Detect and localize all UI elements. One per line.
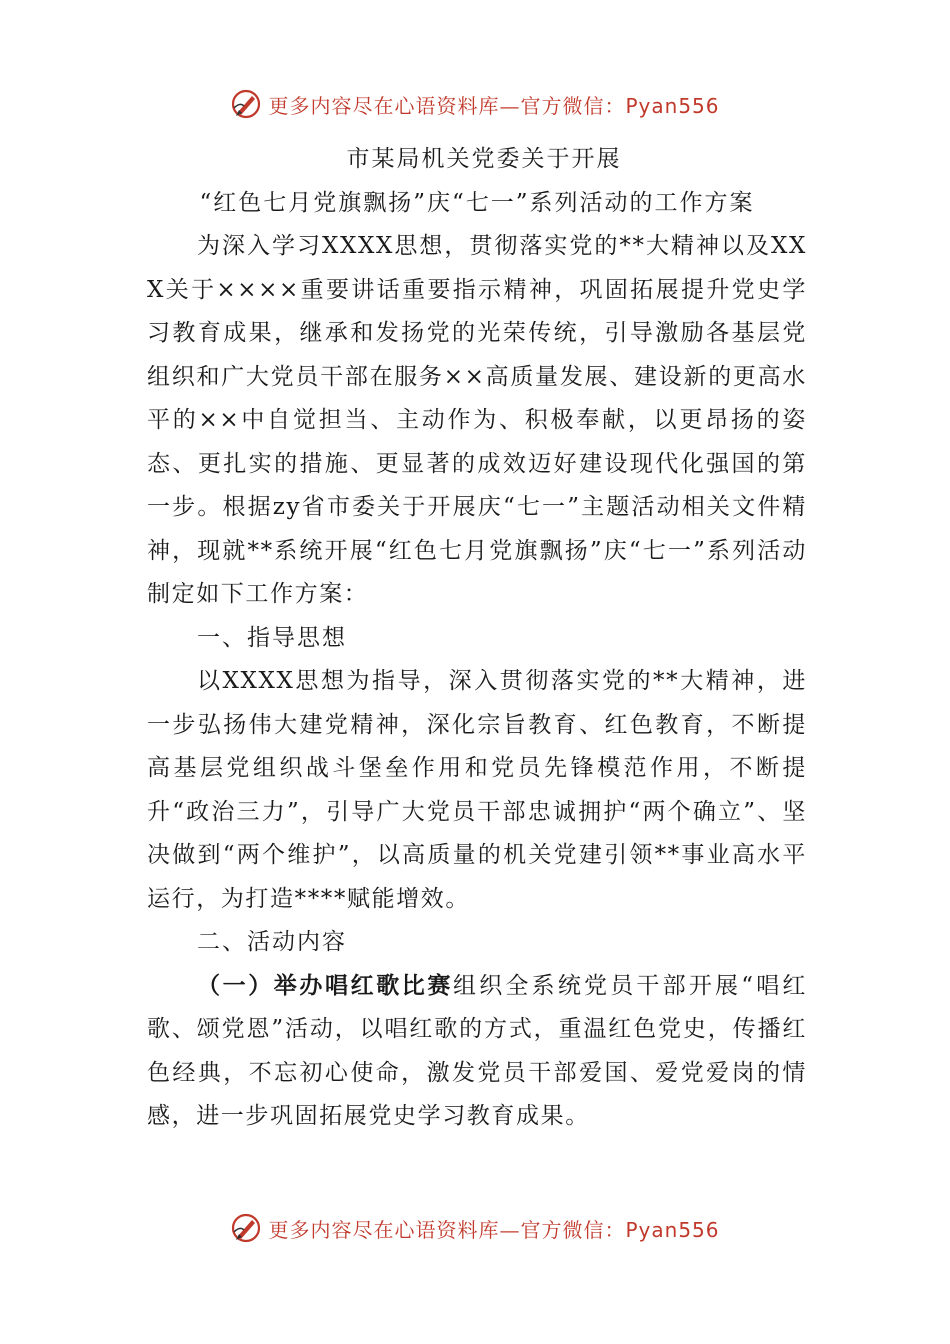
guiding-thought-paragraph: 以XXXX思想为指导，深入贯彻落实党的**大精神，进一步弘扬伟大建党精神，深化宗旨教育、红色教育，不断提高基层党组织战斗堡垒作用和党员先锋模范作用，不断提升“政治三力”，引导广大党员干部忠诚拥护“两个确立”、坚决做到“两个维护”，以高质量的机关党建引领**事业高水平运行，为打造****赋能增效。 <box>147 668 807 912</box>
watermark-label: 更多内容尽在心语资料库—官方微信： <box>268 93 626 118</box>
pen-logo-icon <box>230 88 262 120</box>
activity-item-1-title: （一）举办唱红歌比赛 <box>197 972 454 999</box>
document-title-line2: “红色七月党旗飘扬”庆“七一”系列活动的工作方案 <box>199 189 755 216</box>
footer-watermark <box>0 1208 950 1248</box>
pen-logo-icon <box>230 1212 262 1244</box>
section-heading-guiding-thought: 一、指导思想 <box>197 624 347 651</box>
activity-item-1-body: 组织全系统党员干部开展“唱红歌、颂党恩”活动，以唱红歌的方式，重温红色党史，传播红色经典，不忘初心使命，激发党员干部爱国、爱党爱岗的情感，进一步巩固拓展党史学习教育成果。 <box>147 972 807 1129</box>
document-title-line1: 市某局机关党委关于开展 <box>346 146 622 172</box>
section-heading-activities: 二、活动内容 <box>197 929 347 955</box>
watermark-label: 更多内容尽在心语资料库—官方微信： <box>268 1217 626 1242</box>
header-watermark <box>0 84 950 124</box>
watermark-text <box>268 90 719 119</box>
watermark-text <box>268 1214 719 1243</box>
activity-item-1 <box>147 965 807 1139</box>
intro-paragraph: 为深入学习XXXX思想，贯彻落实党的**大精神以及XXX关于××××重要讲话重要指示精神，巩固拓展提升党史学习教育成果，继承和发扬党的光荣传统，引导激励各基层党组织和广大党员干部在服务××高质量发展、建设新的更高水平的××中自觉担当、主动作为、积极奉献，以更昂扬的姿态、更扎实的措施、更显著的成效迈好建设现代化强国的第一步。根据zy省市委关于开展庆“七一”主题活动相关文件精神，现就**系统开展“红色七月党旗飘扬”庆“七一”系列活动制定如下工作方案： <box>147 233 807 607</box>
watermark-wechat-id: Pyan556 <box>625 1217 720 1242</box>
document-body <box>147 138 807 1139</box>
watermark-wechat-id: Pyan556 <box>625 93 720 118</box>
